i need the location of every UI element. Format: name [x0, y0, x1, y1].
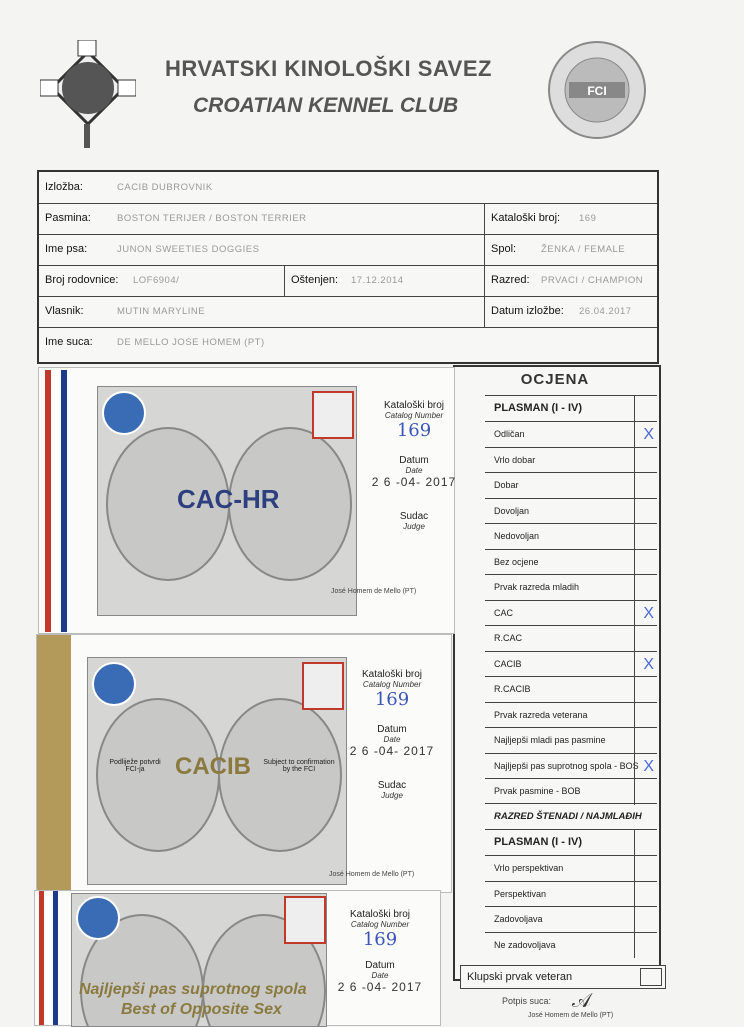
ocjena-row: [485, 753, 657, 780]
card1-meta: [359, 400, 469, 531]
card1-cat: Catalog Number: [384, 411, 444, 420]
puppy-row-label: Perspektivan: [494, 888, 547, 899]
ostenjen-label: Oštenjen:: [291, 274, 339, 286]
puppy-row: [485, 932, 657, 959]
card3-meta: [325, 909, 435, 994]
card2-judge: Judge: [381, 791, 403, 800]
ocjena-row: [485, 625, 657, 652]
card2-meta: [337, 669, 447, 800]
ime-psa-label: Ime psa:: [45, 243, 88, 255]
bos-card: [34, 890, 441, 1026]
puppy-checkbox[interactable]: [634, 882, 657, 908]
svg-text:FCI: FCI: [587, 84, 607, 98]
pasmina-label: Pasmina:: [45, 212, 91, 224]
ocjena-row: [485, 523, 657, 550]
ocjena-checkbox[interactable]: [634, 626, 657, 652]
ocjena-row: [485, 727, 657, 754]
card3-kat: Kataloški broj: [349, 909, 411, 920]
card2-cat: Catalog Number: [362, 680, 422, 689]
ocjena-row: [485, 651, 657, 678]
ocjena-checkbox[interactable]: [634, 550, 657, 576]
cacib-right-note: Subject to confirmation by the FCI: [263, 759, 335, 773]
check-mark-icon: X: [643, 757, 654, 775]
card2-sudac: Sudac: [377, 780, 407, 791]
card3-datum: Datum: [365, 960, 395, 971]
row-rodovnica: [39, 265, 657, 297]
card2-kat: Kataloški broj: [361, 669, 423, 680]
katalog-label: Kataloški broj:: [491, 212, 561, 224]
ocjena-row-label: R.CAC: [494, 633, 523, 643]
ocjena-row: [485, 600, 657, 627]
row-izlozba: [39, 172, 657, 204]
ocjena-row: [485, 447, 657, 474]
card2-num: 169: [374, 689, 410, 710]
puppy-checkbox[interactable]: [634, 907, 657, 933]
izlozba-label: Izložba:: [45, 181, 83, 193]
ocjena-row-label: Najljepši mladi pas pasmine: [494, 735, 606, 745]
card3-date-val: 2 6 -04- 2017: [337, 980, 423, 994]
ocjena-checkbox[interactable]: [634, 703, 657, 729]
ocjena-row-label: Bez ocjene: [494, 556, 539, 567]
ocjena-row: [485, 549, 657, 576]
klupski-label: Klupski prvak veteran: [467, 971, 573, 983]
cac-hr-title: CAC-HR: [177, 484, 280, 514]
card1-date: Date: [405, 466, 423, 475]
puppy-checkbox[interactable]: [634, 856, 657, 882]
ocjena-checkbox[interactable]: [634, 524, 657, 550]
cacib-title: CACIB: [175, 753, 251, 780]
card1-kat: Kataloški broj: [383, 400, 445, 411]
plasman-label: PLASMAN (I - IV): [494, 402, 582, 414]
razred-label: Razred:: [491, 274, 530, 286]
klupski-row: [460, 965, 666, 989]
spol-label: Spol:: [491, 243, 517, 255]
fci-logo: [547, 40, 647, 140]
card1-datum: Datum: [399, 455, 429, 466]
potpis-name: José Homem de Mello (PT): [528, 1012, 614, 1019]
card2-date-val: 2 6 -04- 2017: [349, 744, 435, 758]
ocjena-checkbox[interactable]: [634, 575, 657, 601]
potpis-label: Potpis suca:: [502, 996, 552, 1006]
rodovnica-label: Broj rodovnice:: [45, 274, 119, 286]
puppy-header-label: RAZRED ŠTENADI / NAJMLAĐIH: [494, 811, 642, 822]
puppy-row-label: Zadovoljava: [494, 914, 543, 924]
pasmina-value: BOSTON TERIJER / BOSTON TERRIER: [117, 213, 307, 224]
ocjena-row: [485, 421, 657, 448]
cacib-left-note: Podliježe potvrdi FCI-ja: [109, 759, 161, 773]
plasman-header: [485, 395, 657, 422]
ime-psa-value: JUNON SWEETIES DOGGIES: [117, 244, 260, 255]
cac-hr-card: [38, 367, 455, 634]
ocjena-row-label: CACIB: [494, 658, 522, 669]
katalog-value: 169: [579, 213, 597, 224]
datum-label: Datum izložbe:: [491, 305, 564, 317]
puppy-row: [485, 906, 657, 933]
card2-date: Date: [383, 735, 401, 744]
card1-date-val: 2 6 -04- 2017: [371, 475, 457, 489]
ocjena-row: [485, 574, 657, 601]
card1-sig: José Homem de Mello (PT): [331, 588, 417, 595]
ocjena-row-label: Najljepši pas suprotnog spola - BOS: [494, 760, 639, 771]
ocjena-row-label: Prvak razreda mladih: [494, 582, 580, 592]
datum-value: 26.04.2017: [579, 306, 632, 317]
card3-num: 169: [362, 929, 398, 950]
ocjena-checkbox[interactable]: [634, 473, 657, 499]
cacib-card: [36, 634, 452, 893]
ocjena-row: [485, 472, 657, 499]
ocjena-row-label: Nedovoljan: [494, 531, 540, 541]
check-mark-icon: X: [643, 655, 654, 673]
ocjena-row: [485, 778, 657, 805]
ocjena-row-label: Prvak pasmine - BOB: [494, 786, 581, 796]
ocjena-title: OCJENA: [520, 371, 590, 388]
rodovnica-value: LOF6904/: [133, 275, 180, 286]
title-english: CROATIAN KENNEL CLUB: [193, 94, 459, 117]
card3-date: Date: [371, 971, 389, 980]
bos-title-hr: Najljepši pas suprotnog spola: [79, 981, 307, 998]
ocjena-row-label: Vrlo dobar: [494, 454, 536, 465]
show-info-form: [37, 170, 659, 364]
card1-num: 169: [396, 420, 432, 441]
ocjena-row: [485, 702, 657, 729]
ocjena-row-label: Dobar: [494, 480, 519, 490]
title-croatian: HRVATSKI KINOLOŠKI SAVEZ: [165, 56, 492, 81]
check-mark-icon: X: [643, 426, 654, 443]
puppy-header: [485, 803, 657, 830]
ocjena-checkbox[interactable]: [634, 499, 657, 525]
ostenjen-value: 17.12.2014: [351, 275, 404, 286]
row-ime-psa: [39, 234, 657, 266]
ocjena-checkbox[interactable]: [634, 677, 657, 703]
ocjena-row: [485, 498, 657, 525]
ocjena-row: [485, 676, 657, 703]
spol-value: ŽENKA / FEMALE: [541, 244, 626, 255]
vlasnik-label: Vlasnik:: [45, 305, 84, 317]
hks-logo: [40, 40, 136, 150]
card1-sudac: Sudac: [399, 511, 429, 522]
ocjena-checkbox[interactable]: [634, 779, 657, 805]
ocjena-checkbox[interactable]: [634, 448, 657, 474]
card1-judge: Judge: [403, 522, 425, 531]
ocjena-row-label: Dovoljan: [494, 505, 530, 516]
row-sudac: [39, 327, 657, 358]
ocjena-row-label: R.CACIB: [494, 684, 531, 694]
puppy-row-label: Ne zadovoljava: [494, 939, 556, 950]
row-pasmina: [39, 203, 657, 235]
ocjena-row-label: Odličan: [494, 429, 525, 439]
bos-title-en: Best of Opposite Sex: [121, 1001, 282, 1018]
puppy-row: [485, 881, 657, 908]
puppy-row: [485, 855, 657, 882]
card2-datum: Datum: [377, 724, 407, 735]
izlozba-value: CACIB DUBROVNIK: [117, 182, 213, 193]
plasman2-label: PLASMAN (I - IV): [494, 836, 582, 848]
plasman2-header: [485, 829, 657, 856]
ocjena-row-label: CAC: [494, 607, 514, 618]
sudac-value: DE MELLO JOSE HOMEM (PT): [117, 337, 265, 348]
puppy-checkbox[interactable]: [634, 933, 657, 959]
row-vlasnik: [39, 296, 657, 328]
judge-signature: 𝒜: [572, 988, 591, 1012]
card3-cat: Catalog Number: [350, 920, 410, 929]
klupski-checkbox: [640, 968, 662, 986]
razred-value: PRVACI / CHAMPION: [541, 275, 644, 286]
ocjena-row-label: Prvak razreda veterana: [494, 709, 588, 720]
sudac-label: Ime suca:: [45, 336, 93, 348]
puppy-row-label: Vrlo perspektivan: [494, 863, 564, 873]
check-mark-icon: X: [643, 604, 654, 622]
ocjena-checkbox[interactable]: [634, 728, 657, 754]
vlasnik-value: MUTIN MARYLINE: [117, 306, 206, 317]
card2-sig: José Homem de Mello (PT): [329, 871, 415, 878]
